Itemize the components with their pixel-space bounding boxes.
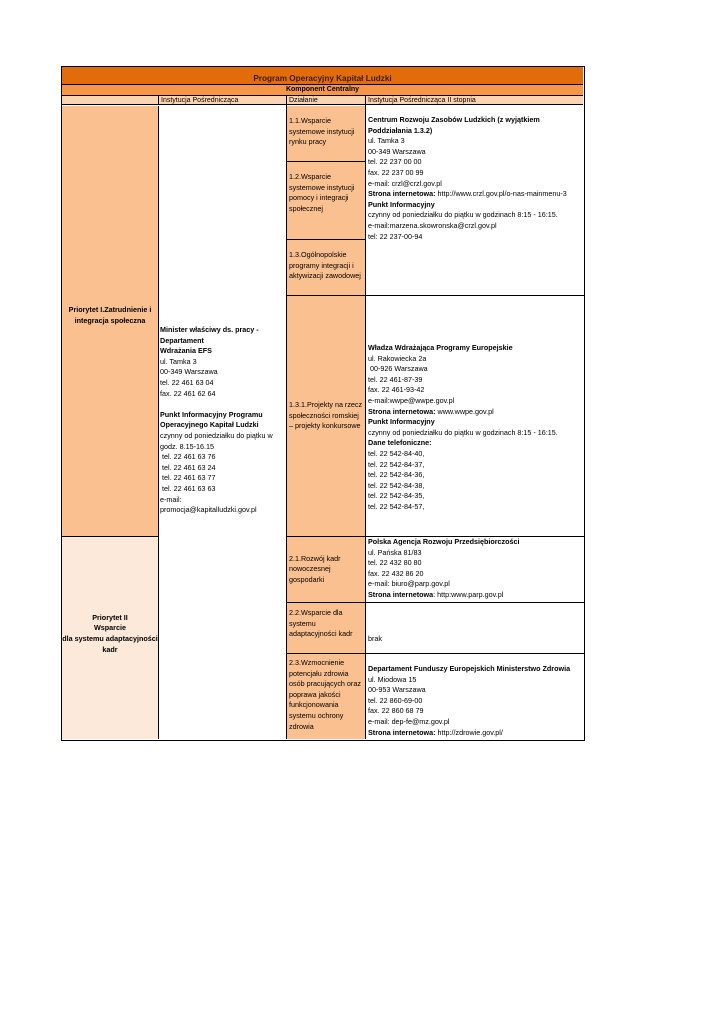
crzl-line: ul. Tamka 3	[368, 136, 405, 146]
institution-line: Wdrażania EFS	[160, 346, 212, 356]
wwpe-line: czynny od poniedziałku do piątku w godzinach 8:15 - 16:15.	[368, 427, 558, 437]
wwpe-line: tel. 22 542-84-38,	[368, 480, 425, 490]
header-priority	[62, 96, 159, 105]
mz-email[interactable]: e-mail: dep-fe@mz.gov.pl	[368, 716, 450, 726]
institution-line: Minister właściwy ds. pracy -	[160, 325, 259, 334]
header-ip2: Instytucja Pośrednicząca II stopnia	[366, 96, 583, 105]
crzl-line: fax. 22 237 00 99	[368, 167, 424, 177]
wwpe-line: 00-926 Warszawa	[368, 364, 428, 374]
mz-website-label: Strona internetowa:	[368, 727, 436, 737]
wwpe-website-label: Strona internetowa:	[368, 406, 436, 416]
action-1-3	[287, 240, 365, 295]
institution-line: Punkt Informacyjny Programu	[160, 409, 263, 419]
crzl-line: czynny od poniedziałku do piątku w godzinach 8:15 - 16:15.	[368, 210, 558, 220]
institution-cell	[159, 325, 286, 525]
institution-line: fax. 22 461 62 64	[160, 388, 216, 398]
header-action: Działanie	[287, 96, 366, 105]
parp-website-link[interactable]: : http:www.parp.gov.pl	[433, 589, 504, 599]
institution-line: Departament	[160, 335, 204, 345]
ip2-mz	[366, 664, 583, 739]
institution-line: tel. 22 461 63 24	[160, 462, 216, 472]
action-1-1-label: 1.1.Wsparcie systemowe instytucji rynku pracy	[289, 116, 355, 147]
action-1-1	[287, 106, 365, 161]
priority-1	[62, 106, 159, 536]
priority-2	[62, 537, 159, 739]
crzl-line: tel. 22 237 00 00	[368, 157, 422, 167]
crzl-line: e-mail: crzl@crzl.gov.pl	[368, 178, 442, 188]
parp-line: ul. Pańska 81/83	[368, 547, 422, 557]
mz-line: 00-953 Warszawa	[368, 685, 426, 695]
institution-line: tel. 22 461 63 04	[160, 377, 214, 387]
wwpe-line: Władza Wdrażająca Programy Europejskie	[368, 343, 513, 352]
action-1-3-1-label: 1.3.1.Projekty na rzecz społeczności romskiej – projekty konkursowe	[289, 400, 363, 431]
ip2-wwpe	[366, 343, 583, 533]
institution-line: tel. 22 461 63 77	[160, 473, 216, 483]
mz-line: ul. Miodowa 15	[368, 674, 417, 684]
action-1-2-label: 1.2.Wsparcie systemowe instytucji pomocy i integracji społecznej	[289, 172, 355, 213]
parp-line: fax. 22 432 86 20	[368, 568, 424, 578]
action-2-1	[287, 537, 365, 602]
crzl-line: 00-349 Warszawa	[368, 146, 426, 156]
institution-line: czynny od poniedziałku do piątku w	[160, 430, 273, 440]
crzl-line: Poddziałania 1.3.2)	[368, 125, 433, 135]
ip2-crzl	[366, 115, 583, 295]
action-2-3	[287, 654, 365, 739]
crzl-email[interactable]: e-mail:marzena.skowronska@crzl.gov.pl	[368, 220, 497, 230]
action-1-2	[287, 162, 365, 239]
wwpe-line: Punkt Informacyjny	[368, 417, 435, 427]
wwpe-line: tel. 22 542-84-37,	[368, 459, 425, 469]
header-institution: Instytucja Pośrednicząca	[159, 96, 287, 105]
parp-line: Polska Agencja Rozwoju Przedsiębiorczości	[368, 537, 520, 546]
institution-line: tel. 22 461 63 76	[160, 452, 216, 462]
institution-line: e-mail:	[160, 494, 182, 504]
priority-1-label: Priorytet I.Zatrudnienie i integracja społeczna	[68, 305, 152, 325]
table-subtitle: Komponent Centralny	[62, 85, 583, 96]
priority-2-label: Priorytet II Wsparcie dla systemu adaptacyjności kadr	[62, 612, 158, 654]
wwpe-line: Dane telefoniczne:	[368, 438, 432, 448]
crzl-website-link[interactable]: http://www.crzl.gov.pl/o-nas-mainmenu-3	[435, 189, 567, 199]
wwpe-line: fax. 22 461-93-42	[368, 385, 425, 395]
wwpe-line: tel. 22 542-84-36,	[368, 470, 425, 480]
mz-line: fax. 22 860 68 79	[368, 706, 424, 716]
wwpe-line: ul. Rakowiecka 2a	[368, 353, 427, 363]
wwpe-line: tel. 22 542-84-57,	[368, 501, 425, 511]
action-2-2-label: 2.2.Wsparcie dla systemu adaptacyjności kadr	[289, 608, 353, 639]
wwpe-line: tel. 22 542-84-35,	[368, 491, 425, 501]
action-1-3-1	[287, 296, 365, 536]
action-1-3-label: 1.3.Ogólnopolskie programy integracji i aktywizacji zawodowej	[289, 250, 361, 281]
institution-line: ul. Tamka 3	[160, 356, 197, 366]
institution-line: 00-349 Warszawa	[160, 367, 218, 377]
mz-line: tel. 22 860-69-00	[368, 695, 423, 705]
mz-website-link[interactable]: http://zdrowie.gov.pl/	[435, 727, 503, 737]
institution-line: tel. 22 461 63 63	[160, 483, 216, 493]
institution-line: godz. 8.15-16.15	[160, 441, 214, 451]
institution-line: promocja@kapitalludzki.gov.pl	[160, 505, 257, 515]
wwpe-email[interactable]: e-mail:wwpe@wwpe.gov.pl	[368, 395, 455, 405]
institution-line: Operacyjnego Kapitał Ludzki	[160, 420, 259, 430]
program-table	[61, 66, 585, 741]
crzl-line: tel: 22 237-00-94	[368, 231, 423, 241]
mz-line: Departament Funduszy Europejskich Ministerstwo Zdrowia	[368, 664, 571, 673]
action-2-3-label: 2.3.Wzmocnienie potencjału zdrowia osób pracujących oraz poprawa jakości funkcjonowania systemu ochrony zdrowia	[289, 658, 361, 731]
parp-website-label: Strona internetowa	[368, 589, 434, 599]
action-2-1-label: 2.1.Rozwój kadr nowoczesnej gospodarki	[289, 553, 341, 584]
ip2-parp	[366, 537, 583, 602]
action-2-2	[287, 603, 365, 653]
wwpe-line: tel. 22 461-87-39	[368, 374, 423, 384]
table-title: Program Operacyjny Kapitał Ludzki	[62, 67, 583, 85]
parp-line: tel. 22 432 80 80	[368, 558, 422, 568]
ip2-brak: brak	[368, 634, 382, 643]
crzl-line: Centrum Rozwoju Zasobów Ludzkich (z wyjątkiem	[368, 115, 540, 124]
wwpe-line: tel. 22 542-84-40,	[368, 448, 425, 458]
crzl-website-label: Strona internetowa:	[368, 189, 436, 199]
wwpe-website-link[interactable]: www.wwpe.gov.pl	[435, 406, 494, 416]
parp-email[interactable]: e-mail: biuro@parp.gov.pl	[368, 579, 450, 589]
crzl-line: Punkt Informacyjny	[368, 199, 435, 209]
